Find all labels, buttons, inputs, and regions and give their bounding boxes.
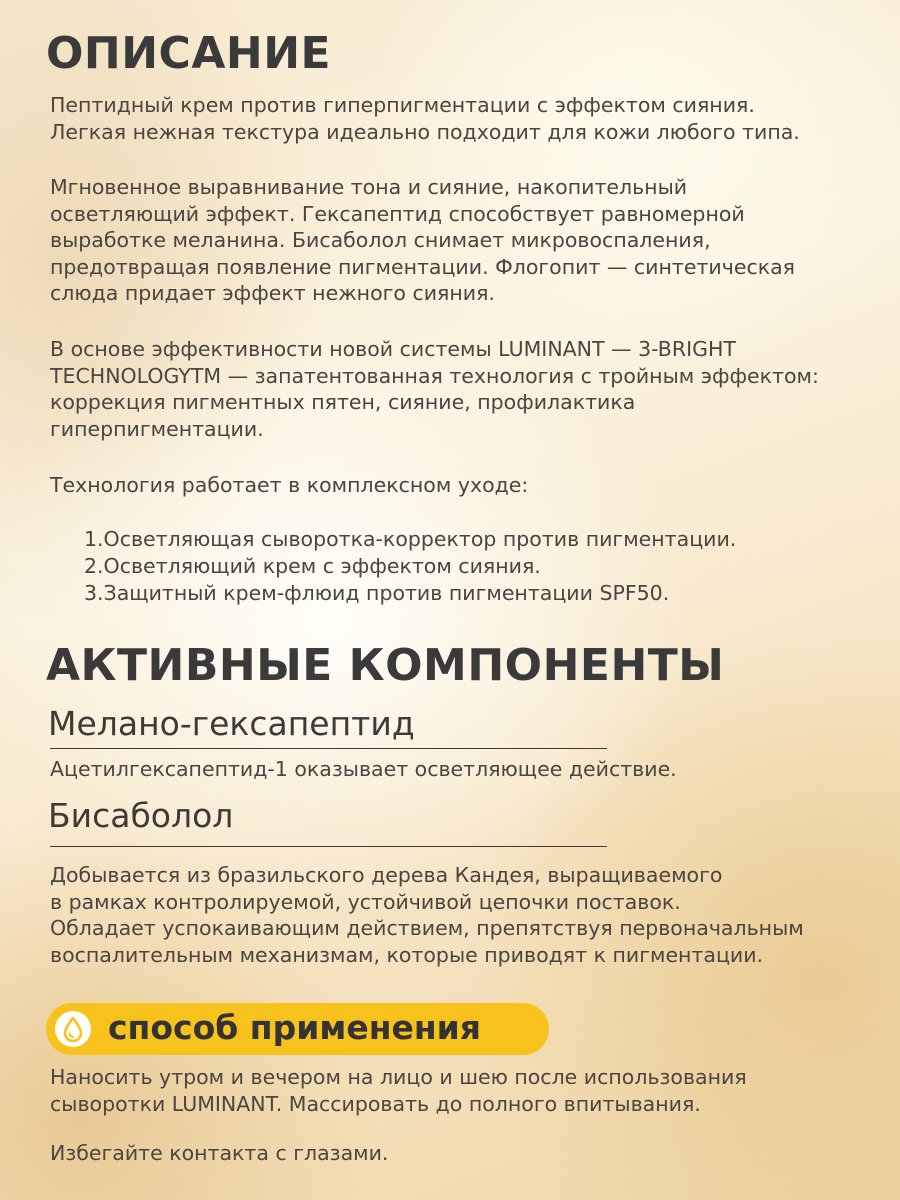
text-line: Легкая нежная текстура идеально подходит для кожи любого типа. xyxy=(50,119,800,144)
text-line: Обладает успокаивающим действием, препятствуя первоначальным xyxy=(50,916,804,940)
text-line: Технология работает в комплексном уходе: xyxy=(50,473,529,497)
description-paragraph-1 xyxy=(50,92,800,145)
usage-title: способ применения xyxy=(108,1008,481,1047)
text-line: выработке меланина. Бисаболол снимает микровоспаления, xyxy=(50,228,711,252)
components-title: АКТИВНЫЕ КОМПОНЕНТЫ xyxy=(46,640,725,691)
usage-paragraph-2 xyxy=(50,1140,388,1167)
text-line: Избегайте контакта с глазами. xyxy=(50,1141,389,1165)
description-paragraph-2 xyxy=(50,174,795,307)
text-line: Наносить утром и вечером на лицо и шею после использования xyxy=(50,1065,747,1089)
component-name-bisabolol: Бисаболол xyxy=(48,796,234,835)
text-line: TECHNOLOGYTM — запатентованная технология с тройным эффектом: xyxy=(50,363,819,388)
description-paragraph-4 xyxy=(50,472,528,499)
description-paragraph-3 xyxy=(50,336,819,442)
droplet-icon xyxy=(55,1011,91,1047)
text-line: осветляющий эффект. Гексапептид способствует равномерной xyxy=(50,201,745,226)
divider xyxy=(50,846,607,847)
text-line: слюда придает эффект нежного сияния. xyxy=(50,281,495,305)
list-item: 2.Осветляющий крем с эффектом сияния. xyxy=(84,554,541,578)
component-text-bisabolol xyxy=(50,862,804,968)
text-line: воспалительным механизмам, которые приводят к пигментации. xyxy=(50,942,764,967)
list-item: 1.Осветляющая сыворотка-корректор против пигментации. xyxy=(84,527,737,551)
divider xyxy=(50,748,607,749)
text-line: Добывается из бразильского дерева Кандея, выращиваемого xyxy=(50,863,723,887)
text-line: коррекция пигментных пятен, сияние, профилактика xyxy=(50,390,636,414)
text-line: предотвращая появление пигментации. Флогопит — синтетическая xyxy=(50,254,795,279)
text-line: гиперпигментации. xyxy=(50,416,264,441)
technology-list xyxy=(84,526,736,607)
component-name-melano-hexapeptide: Мелано-гексапептид xyxy=(48,704,415,743)
text-line: Пептидный крем против гиперпигментации с эффектом сияния. xyxy=(50,93,755,117)
component-text-melano-hexapeptide xyxy=(50,756,677,783)
usage-heading-badge xyxy=(46,1003,549,1055)
text-line: сыворотки LUMINANT. Массировать до полного впитывания. xyxy=(50,1091,701,1116)
usage-paragraph-1 xyxy=(50,1064,747,1117)
text-line: Мгновенное выравнивание тона и сияние, накопительный xyxy=(50,175,688,199)
list-item: 3.Защитный крем-флюид против пигментации SPF50. xyxy=(84,581,670,605)
description-title: ОПИСАНИЕ xyxy=(46,28,332,79)
text-line: Ацетилгексапептид-1 оказывает осветляющее действие. xyxy=(50,757,677,781)
text-line: В основе эффективности новой системы LUMINANT — 3-BRIGHT xyxy=(50,337,736,361)
text-line: в рамках контролируемой, устойчивой цепочки поставок. xyxy=(50,889,681,914)
